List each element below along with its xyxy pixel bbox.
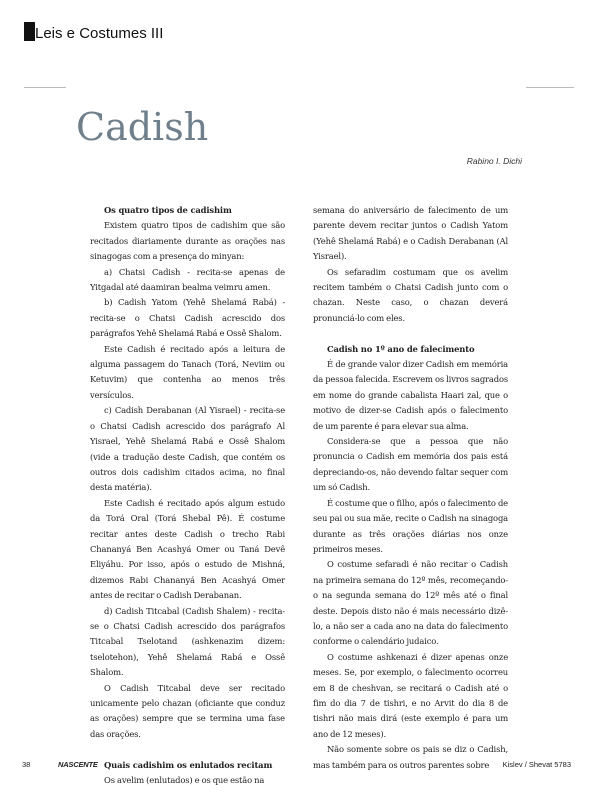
left-column [90, 203, 285, 788]
paragraph: c) Cadish Derabanan (Al Yisrael) - recita-se o Chatsi Cadish acrescido dos parágrafo Al Yisrael, Yehê Shelamá Rabá e Ossê Shalom (vide a tradução deste Cadish, que contém os outros dois cadishim citados acima, no final desta matéria). [90, 405, 285, 493]
paragraph: semana do aniversário de falecimento de um parente devem recitar juntos o Cadish Yatom (Yehê Shelamá Rabá) e o Cadish Derabanan (Al Yisrael). [313, 205, 508, 262]
paragraph: d) Cadish Titcabal (Cadish Shalem) - recita-se o Chatsi Cadish acrescido dos parágrafos Titcabal Tselotand (ashkenazim dizem: tselotehon), Yehê Shelamá Rabá e Ossê Shalom. [90, 605, 285, 678]
paragraph: b) Cadish Yatom (Yehê Shelamá Rabá) - recita-se o Chatsi Cadish acrescido dos parágrafos Yehê Shelamá Rabá e Ossê Shalom. [90, 297, 285, 339]
paragraph: Os avelim (enlutados) e os que estão na [104, 775, 265, 786]
paragraph: O Cadish Titcabal deve ser recitado unicamente pelo chazan (oficiante que conduz as orações) sempre que se termina uma fase das orações. [90, 682, 285, 739]
subheading-four-types: Os quatro tipos de cadishim [104, 205, 232, 215]
paragraph: Os sefaradim costumam que os avelim recitem também o Chatsi Cadish junto com o chazan. Neste caso, o chazan deverá pronunciá-lo com eles. [313, 266, 508, 323]
paragraph: Existem quatro tipos de cadishim que são recitados diariamente durante as orações nas sinagogas com a presença do minyan: [90, 220, 285, 262]
section-header [24, 22, 163, 44]
page-number: 38 [22, 760, 31, 769]
title-rule-left [24, 87, 66, 88]
subheading-first-year: Cadish no 1º ano de falecimento [327, 343, 475, 354]
paragraph: É de grande valor dizer Cadish em memória da pessoa falecida. Escrevem os livros sagrados em nome do grande cabalista Haari zal, que o motivo de dizer-se Cadish após o falecimento de um parente é para elevar sua alma. [313, 359, 508, 431]
section-header-text: Leis e Costumes III [35, 25, 164, 42]
paragraph: É costume que o filho, após o falecimento de seu pai ou sua mãe, recite o Cadish na sinagoga durante as três orações diárias nos onze primeiros meses. [313, 497, 508, 554]
paragraph: O costume ashkenazi é dizer apenas onze meses. Se, por exemplo, o falecimento ocorreu em 8 de cheshvan, se recitará o Cadish até o fim do dia 7 de tishri, e no Arvit do dia 8 de tishri não mais dirá (este exemplo é para um ano de 12 meses). [313, 651, 508, 739]
right-column [313, 203, 508, 773]
article-author: Rabino I. Dichi [466, 156, 522, 166]
paragraph: Este Cadish é recitado após algum estudo da Torá Oral (Torá Shebal Pê). É costume recitar antes deste Cadish o trecho Rabi Chananyá Ben Acashyá Omer ou Taná Devê Eliyáhu. Por isso, após o estudo de Mishná, dizemos Rabi Chananyá Ben Acashyá Omer antes de recitar o Cadish Derabanan. [90, 497, 285, 601]
issue-date: Kislev / Shevat 5783 [502, 760, 571, 769]
paragraph: O costume sefaradi é não recitar o Cadish na primeira semana do 12º mês, recomeçando-o na segunda semana do 12º mês até o final deste. Depois disto não é mais necessário dizê-lo, a não ser a cada ano na data do falecimento conforme o calendário judaico. [313, 559, 508, 647]
magazine-logo: NASCENTE [58, 760, 98, 769]
paragraph: Considera-se que a pessoa que não pronuncia o Cadish em memória dos pais está depreciando-os, não devendo faltar sequer com um só Cadish. [313, 436, 508, 493]
paragraph: Este Cadish é recitado após a leitura de alguma passagem do Tanach (Torá, Neviim ou Ketuvim) que contenha ao menos três versículos. [90, 343, 285, 400]
title-rule-right [526, 87, 574, 88]
subheading-mourners: Quais cadishim os enlutados recitam [104, 759, 273, 770]
paragraph: Não somente sobre os pais se diz o Cadish, mas também para os outros parentes sobre [313, 744, 508, 770]
article-title: Cadish [76, 105, 209, 149]
paragraph: a) Chatsi Cadish - recita-se apenas de Yitgadal até daamiran bealma veimru amen. [90, 266, 285, 293]
section-header-bar [24, 22, 35, 41]
